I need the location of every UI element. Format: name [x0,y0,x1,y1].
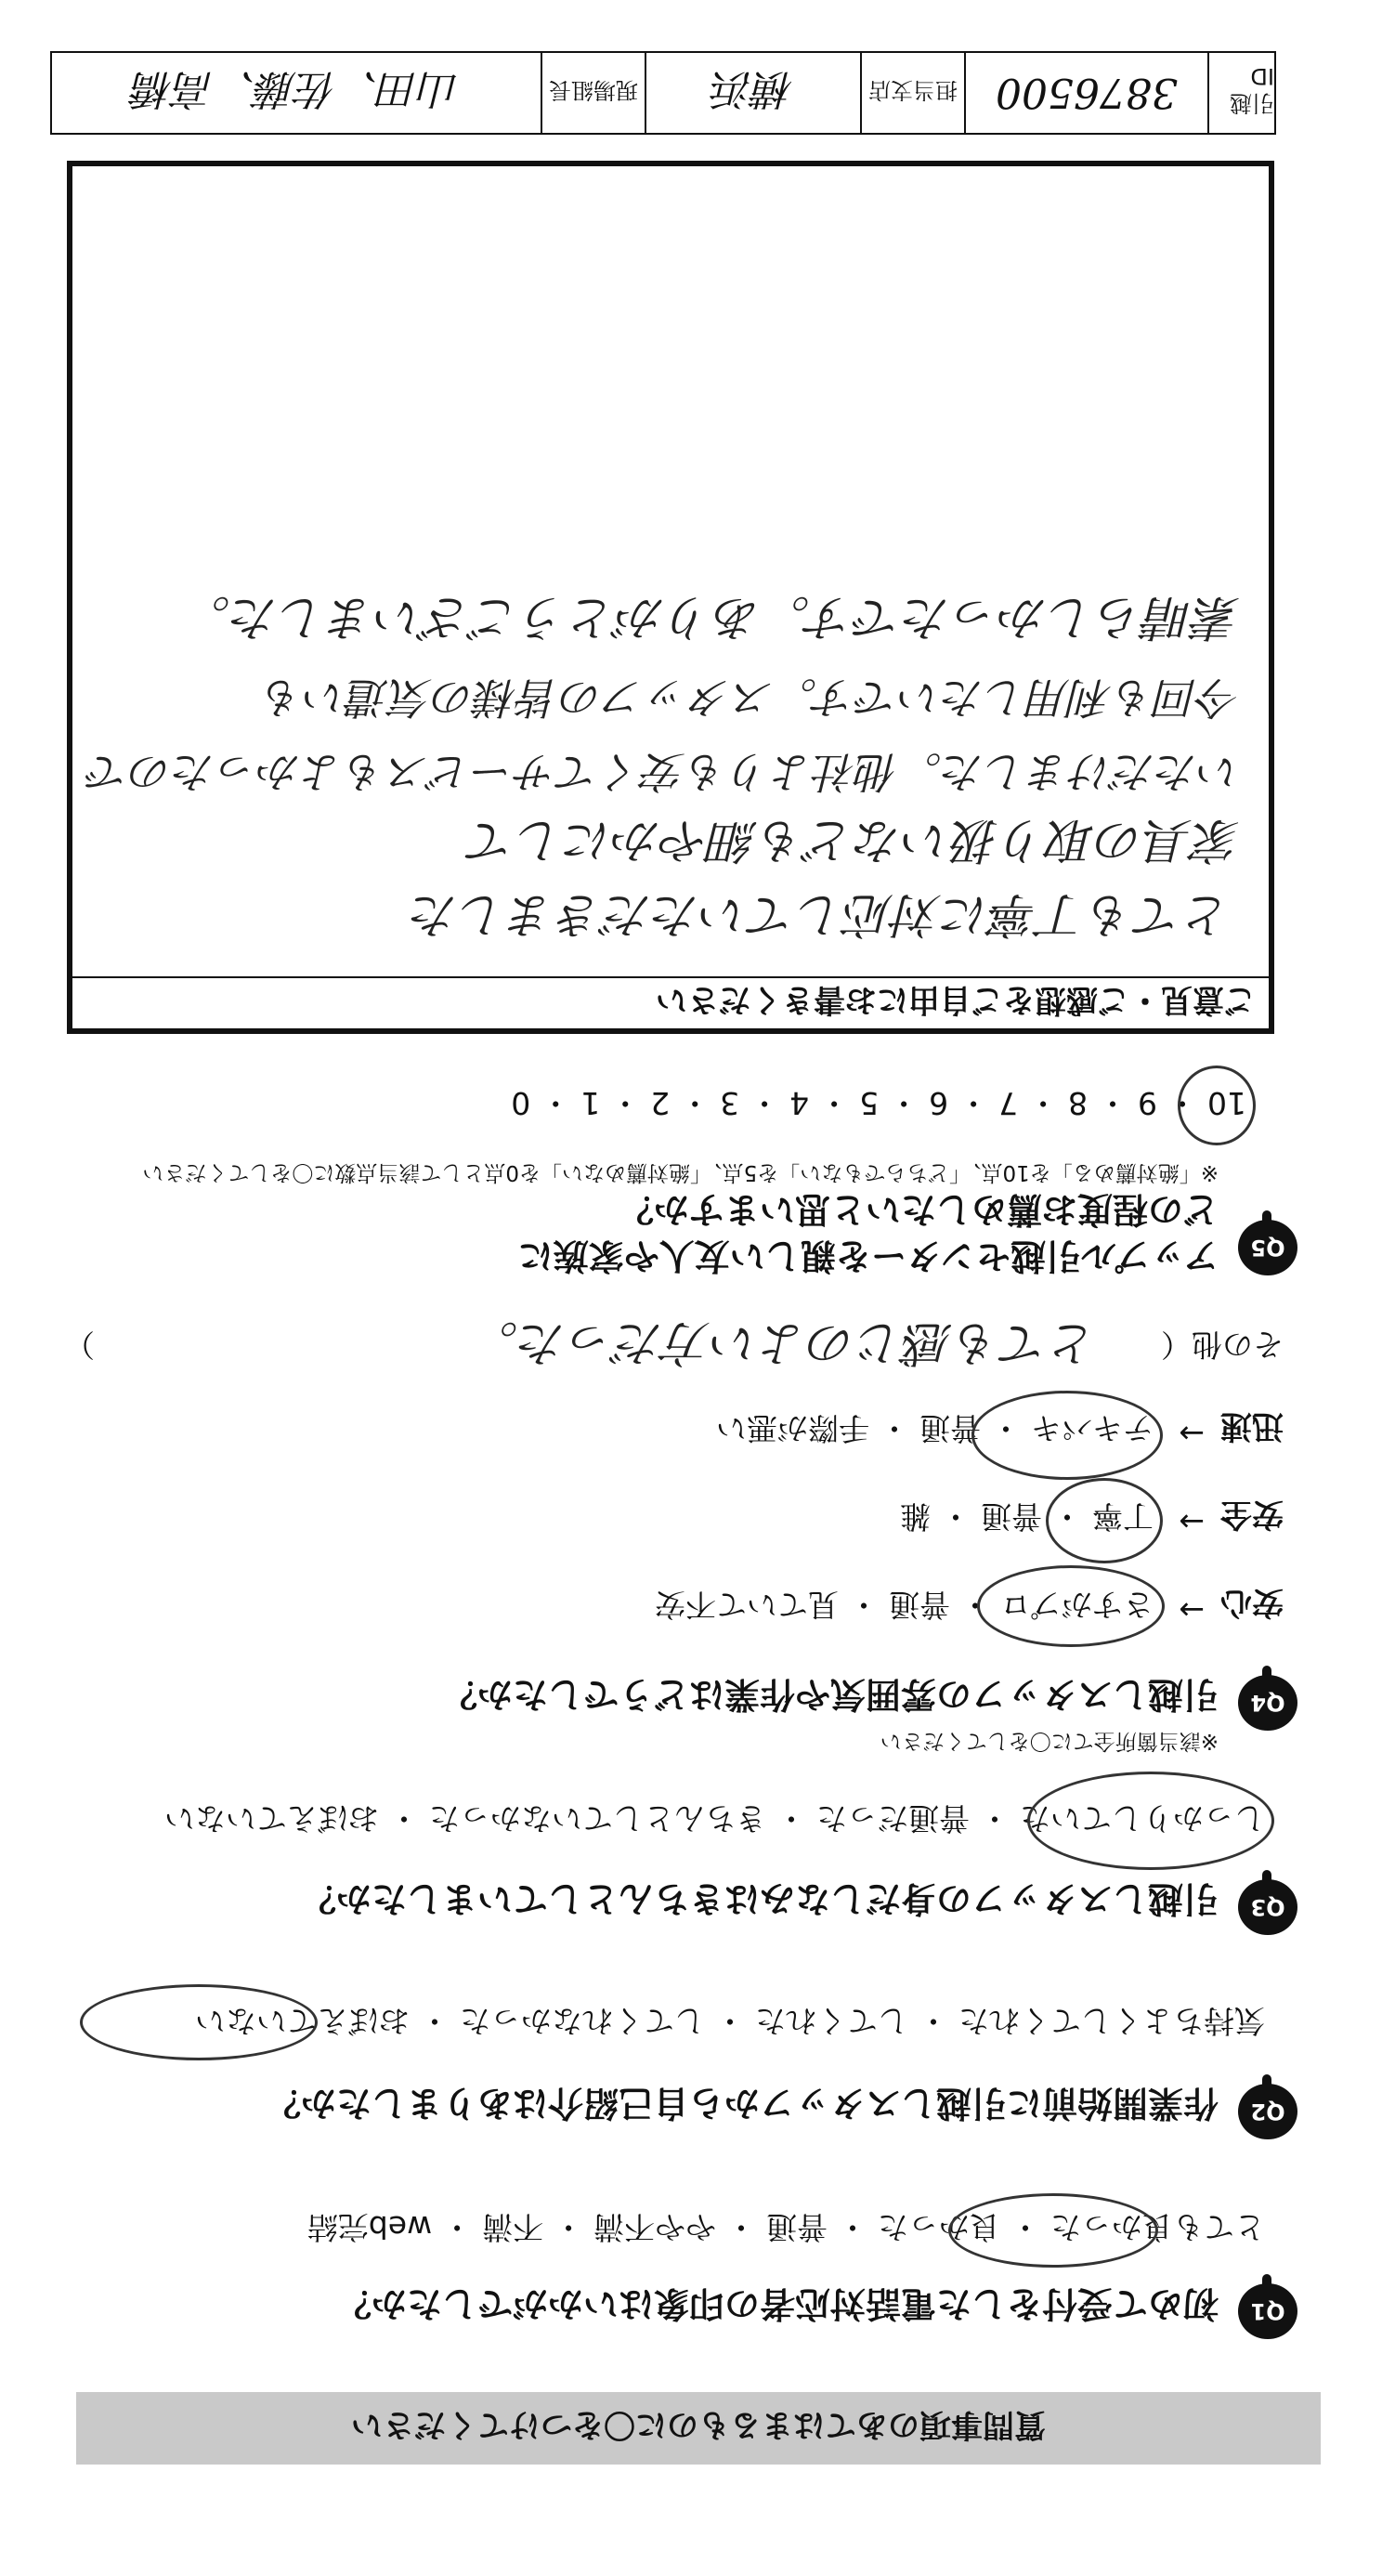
comments-title: ご意見・ご感想をご自由にお書きください [72,976,1269,1028]
q4-jinsoku-answer-circle [971,1391,1163,1480]
q4-other-close: ） [64,1327,95,1363]
leader-value: 山田、佐藤、高橋 [133,65,460,112]
q5-question-line2: どの程度お薦めしたいと思いますか？ [618,1189,1219,1230]
comment-line-1: とても丁寧に対応していただきました [410,886,1232,942]
q2-question: 作業開始前に引越しスタッフから自己紹介はありましたか？ [265,2083,1219,2124]
q1-options: とても良かった ・ 良かった ・ 普通 ・ やや不満 ・ 不満 ・ web完結 [306,2209,1265,2245]
q4-question: 引越しスタッフの雰囲気や作業はどうでしたか？ [441,1674,1219,1715]
comment-line-5: 素晴らしかったです。ありがとうございました。 [182,589,1241,645]
comment-line-3: いただけました。他社よりも安くてサービスもよかったので [87,747,1241,797]
q4-badge: Q4 [1238,1675,1297,1731]
id-label: 引越ID [1207,53,1274,133]
q5-question-line1: アップル引越センターを親しい友人や家族に [517,1236,1219,1276]
q1-answer-circle [948,2193,1158,2268]
q3-question: 引越しスタッフの身だしなみはきちんとしていましたか？ [300,1878,1219,1919]
q4-anshin-answer-circle [977,1565,1165,1647]
q4-row-anzen-options: 丁寧 ・ 普通 ・ 雑 [900,1498,1154,1535]
id-value: 3876500 [964,53,1207,133]
q4-row-anzen-arrow: → [1179,1504,1205,1540]
q4-row-jinsoku-arrow: → [1179,1416,1205,1452]
q2-badge: Q2 [1238,2084,1297,2139]
q1-badge: Q1 [1238,2283,1297,2339]
q4-row-jinsoku-options: テキパキ ・ 普通 ・ 手際が悪い [716,1410,1154,1446]
comments-box [67,161,1274,1034]
q5-note: ※「絶対薦める」を10点、「どちらでもない」を5点、「絶対薦めない」を0点として該当点数に〇をしてください [142,1160,1219,1184]
comment-line-4: 今回も利用したいです。スタッフの皆様の気遣いも [261,673,1241,723]
q4-note: ※該当箇所全てに〇をしてください [880,1729,1219,1753]
q5-badge: Q5 [1238,1220,1297,1275]
q5-answer-circle [1178,1066,1256,1145]
q4-row-anzen-label: 安全 [1220,1496,1284,1533]
q2-options: 気持ちよくしてくれた ・ してくれた ・ してくれなかった ・ おぼえていない [195,2003,1265,2039]
q1-question: 初めて受付をした電話対応者の印象はいかがでしたか？ [335,2283,1219,2324]
q4-row-anshin-options: さすがプロ ・ 普通 ・ 見ていて不安 [655,1587,1154,1623]
branch-label: 担当支店 [860,53,964,133]
q4-row-jinsoku-label: 迅速 [1220,1407,1284,1445]
q3-badge: Q3 [1238,1879,1297,1935]
q3-answer-circle [1027,1772,1274,1870]
q2-answer-circle [80,1984,318,2060]
q4-row-anshin-arrow: → [1179,1592,1205,1628]
footer-table [50,51,1276,135]
leader-label: 現場組長 [541,53,645,133]
q4-other-handwritten: とても感じのよい方だった。 [469,1314,1098,1370]
q4-row-anshin-label: 安心 [1220,1584,1284,1621]
q4-anzen-answer-circle [1046,1478,1163,1563]
instructions-banner: 質問事項のあてはまるものに〇をつけてください [76,2392,1321,2465]
q5-scale: 10 ・ 9 ・ 8 ・ 7 ・ 6 ・ 5 ・ 4 ・ 3 ・ 2 ・ 1 ・ 0 [511,1085,1246,1121]
branch-value: 横浜 [645,53,860,133]
q3-options: しっかりしていた ・ 普通だった ・ きちんとしていなかった ・ おぼえていない [164,1800,1265,1837]
q4-other-label: その他（ [1161,1327,1284,1363]
comment-line-2: 家具の取り扱いなども細やかにして [467,812,1241,868]
